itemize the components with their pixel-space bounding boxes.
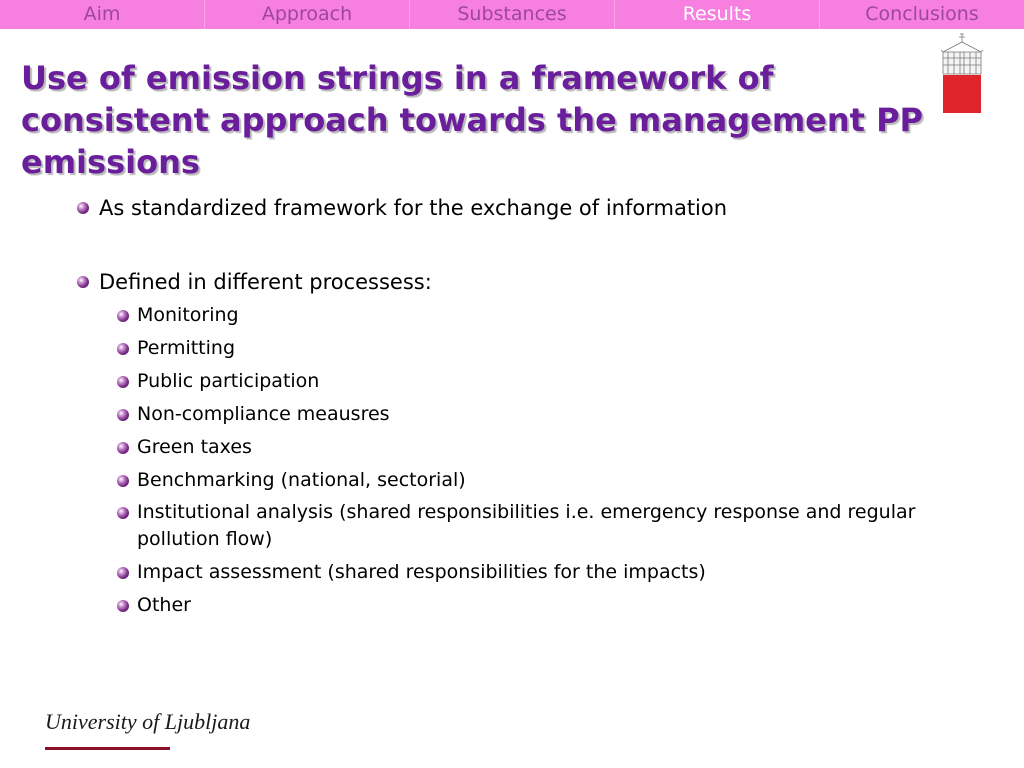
bullet-icon <box>117 442 129 454</box>
sub-bullet-item: Non-compliance meausres <box>137 403 390 425</box>
bullet-item: As standardized framework for the exchange of information <box>99 196 728 220</box>
sub-bullet-item: Other <box>137 594 191 616</box>
top-nav-bar <box>0 0 1024 29</box>
sub-bullet-item: Impact assessment (shared responsibilities for the impacts) <box>137 561 706 583</box>
footer-rule <box>45 747 170 750</box>
sub-bullet-item: Public participation <box>137 370 320 392</box>
sub-bullet-item: Institutional analysis (shared responsibilities i.e. emergency response and regular pollution flow) <box>137 501 916 550</box>
bullet-icon <box>77 276 89 288</box>
bullet-icon <box>117 310 129 322</box>
bullet-icon <box>117 507 129 519</box>
nav-item-results[interactable]: Results <box>615 0 820 29</box>
sub-bullet-item: Permitting <box>137 337 236 359</box>
sub-bullet-item: Monitoring <box>137 304 239 326</box>
slide-title: Use of emission strings in a framework of consistent approach towards the management PP emissions <box>21 59 923 181</box>
bullet-icon <box>117 409 129 421</box>
bullet-icon <box>77 202 89 214</box>
bullet-icon <box>117 567 129 579</box>
bullet-item: Defined in different processess: <box>99 270 432 294</box>
nav-item-approach[interactable]: Approach <box>205 0 410 29</box>
nav-item-aim[interactable]: Aim <box>0 0 205 29</box>
bullet-icon <box>117 343 129 355</box>
sub-bullet-item: Benchmarking (national, sectorial) <box>137 469 466 491</box>
nav-item-conclusions[interactable]: Conclusions <box>865 3 979 25</box>
bullet-icon <box>117 376 129 388</box>
nav-item-substances[interactable]: Substances <box>410 0 615 29</box>
sub-bullet-item: Green taxes <box>137 436 252 458</box>
bullet-icon <box>117 475 129 487</box>
university-footer: University of Ljubljana <box>45 709 251 734</box>
bullet-icon <box>117 600 129 612</box>
